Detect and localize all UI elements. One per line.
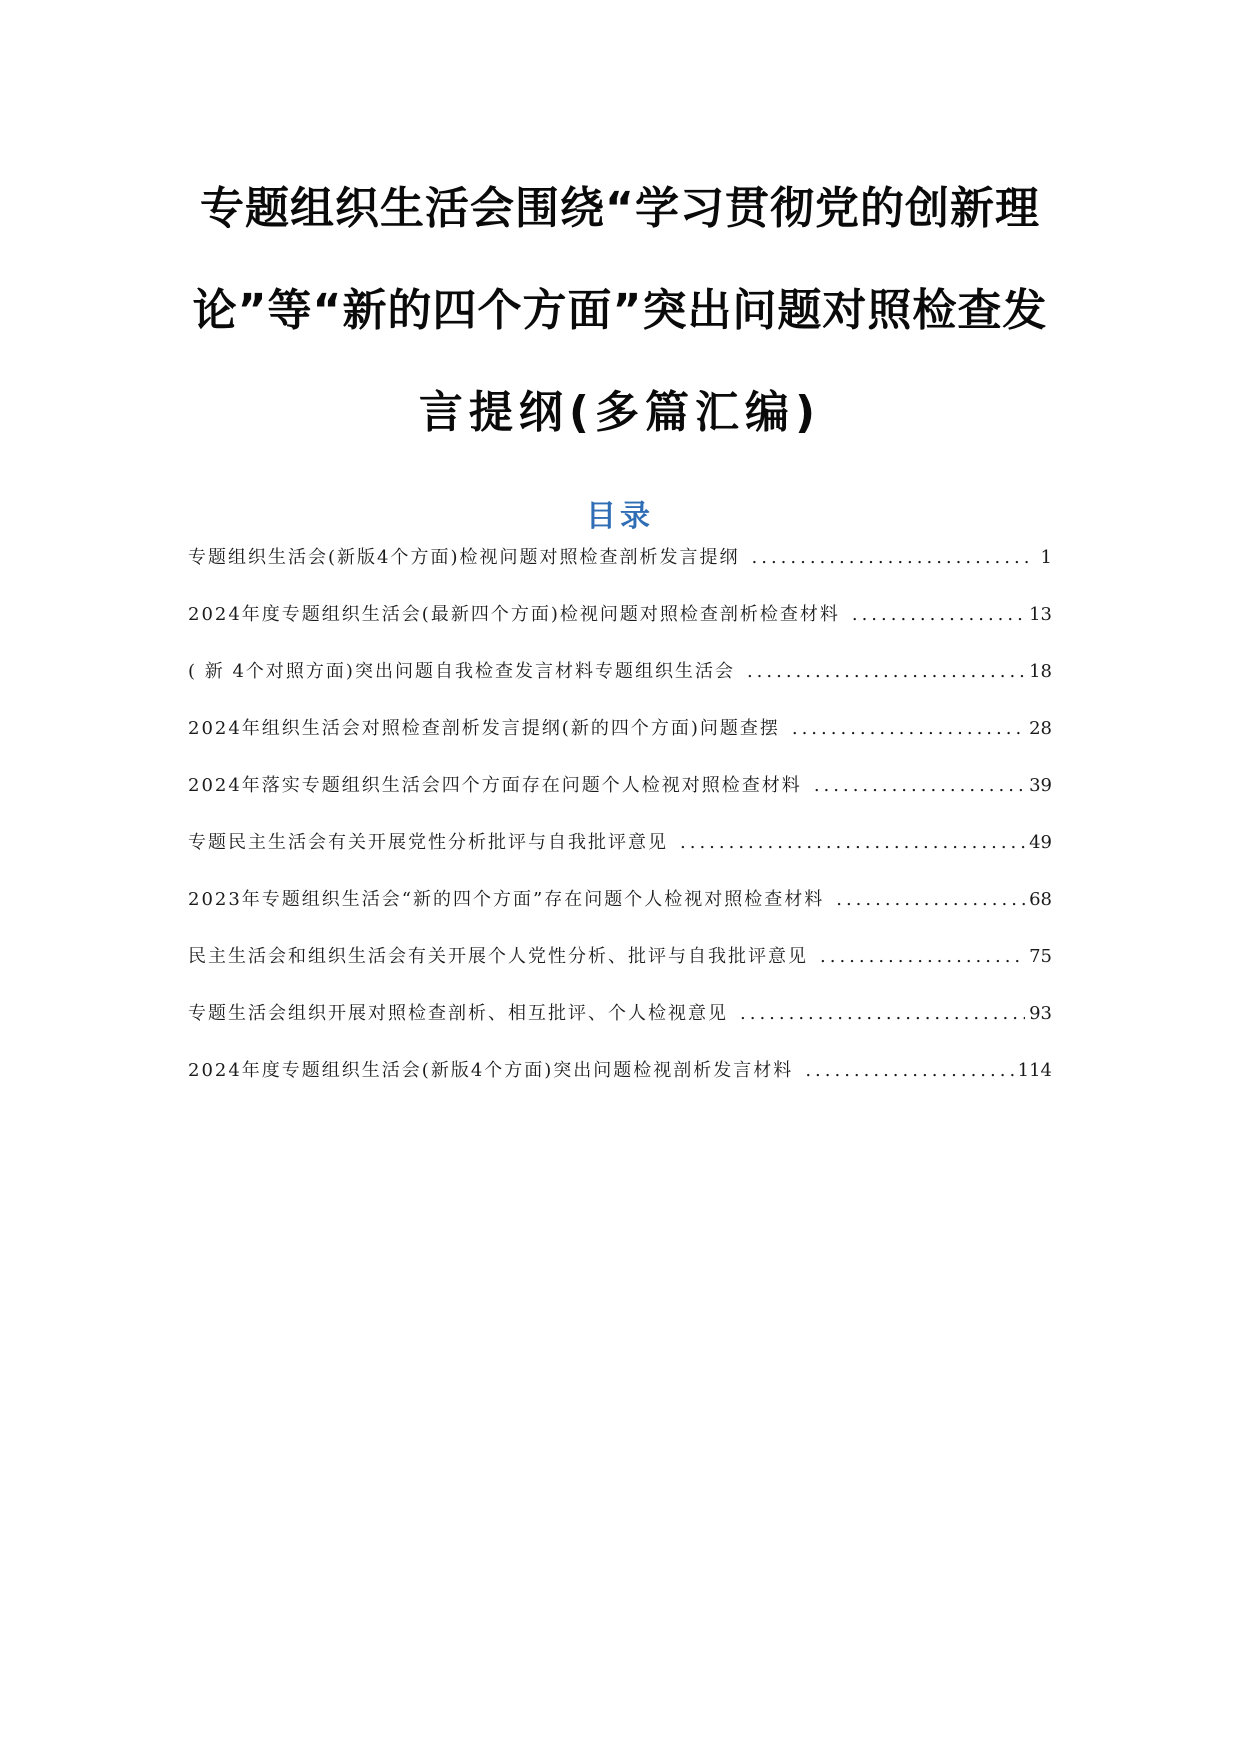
- toc-entry[interactable]: [188, 885, 1052, 942]
- toc-entry[interactable]: [188, 543, 1052, 600]
- toc-entry-title[interactable]: ( 新 4个对照方面)突出问题自我检查发言材料专题组织生活会: [188, 661, 735, 682]
- toc-leader-dots: [740, 1003, 1025, 1024]
- toc-entry[interactable]: [188, 942, 1052, 999]
- toc-page-number: 13: [1029, 604, 1052, 625]
- toc-entry-title[interactable]: 专题生活会组织开展对照检查剖析、相互批评、个人检视意见: [188, 1003, 728, 1024]
- toc-entry-title[interactable]: 2024年度专题组织生活会(最新四个方面)检视问题对照检查剖析检查材料: [188, 604, 840, 625]
- toc-entry-title[interactable]: 2023年专题组织生活会“新的四个方面”存在问题个人检视对照检查材料: [188, 889, 825, 910]
- toc-page-number: 68: [1029, 889, 1052, 910]
- toc-page-number: 39: [1029, 775, 1052, 796]
- toc-entry-title[interactable]: 专题组织生活会(新版4个方面)检视问题对照检查剖析发言提纲: [188, 547, 740, 568]
- toc-entry[interactable]: [188, 999, 1052, 1056]
- toc-page-number: 75: [1029, 946, 1052, 967]
- toc-leader-dots: [820, 946, 1025, 967]
- toc-entry[interactable]: [188, 600, 1052, 657]
- toc-leader-dots: [814, 775, 1025, 796]
- toc-entry[interactable]: [188, 1056, 1052, 1113]
- toc-entry-title[interactable]: 2024年组织生活会对照检查剖析发言提纲(新的四个方面)问题查摆: [188, 718, 780, 739]
- toc-page-number: 93: [1029, 1003, 1052, 1024]
- toc-page-number: 28: [1029, 718, 1052, 739]
- toc-entry[interactable]: [188, 771, 1052, 828]
- toc-leader-dots: [747, 661, 1025, 682]
- toc-page-number: 49: [1029, 832, 1052, 853]
- toc-leader-dots: [836, 889, 1025, 910]
- title-line-1: 专题组织生活会围绕“学习贯彻党的创新理: [200, 183, 1040, 234]
- toc-entry[interactable]: [188, 657, 1052, 714]
- toc-heading: 目录: [586, 499, 654, 534]
- toc-leader-dots: [852, 604, 1025, 625]
- toc-page-number: 18: [1029, 661, 1052, 682]
- title-line-2: 论”等“新的四个方面”突出问题对照检查发: [192, 285, 1048, 336]
- toc-entry-title[interactable]: 专题民主生活会有关开展党性分析批评与自我批评意见: [188, 832, 668, 853]
- toc-entry[interactable]: [188, 714, 1052, 771]
- toc-leader-dots: [680, 832, 1025, 853]
- toc-entry-title[interactable]: 2024年落实专题组织生活会四个方面存在问题个人检视对照检查材料: [188, 775, 802, 796]
- toc-entry[interactable]: [188, 828, 1052, 885]
- title-line-3: 言提纲(多篇汇编): [418, 387, 822, 438]
- toc-leader-dots: [805, 1060, 1013, 1081]
- toc-entry-title[interactable]: 民主生活会和组织生活会有关开展个人党性分析、批评与自我批评意见: [188, 946, 808, 967]
- toc-entry-title[interactable]: 2024年度专题组织生活会(新版4个方面)突出问题检视剖析发言材料: [188, 1060, 794, 1081]
- toc-leader-dots: [752, 547, 1031, 568]
- toc-leader-dots: [792, 718, 1025, 739]
- toc-page-number: 1: [1040, 547, 1052, 568]
- table-of-contents: [188, 543, 1052, 1113]
- document-title: [150, 158, 1090, 464]
- toc-page-number: 114: [1017, 1060, 1052, 1081]
